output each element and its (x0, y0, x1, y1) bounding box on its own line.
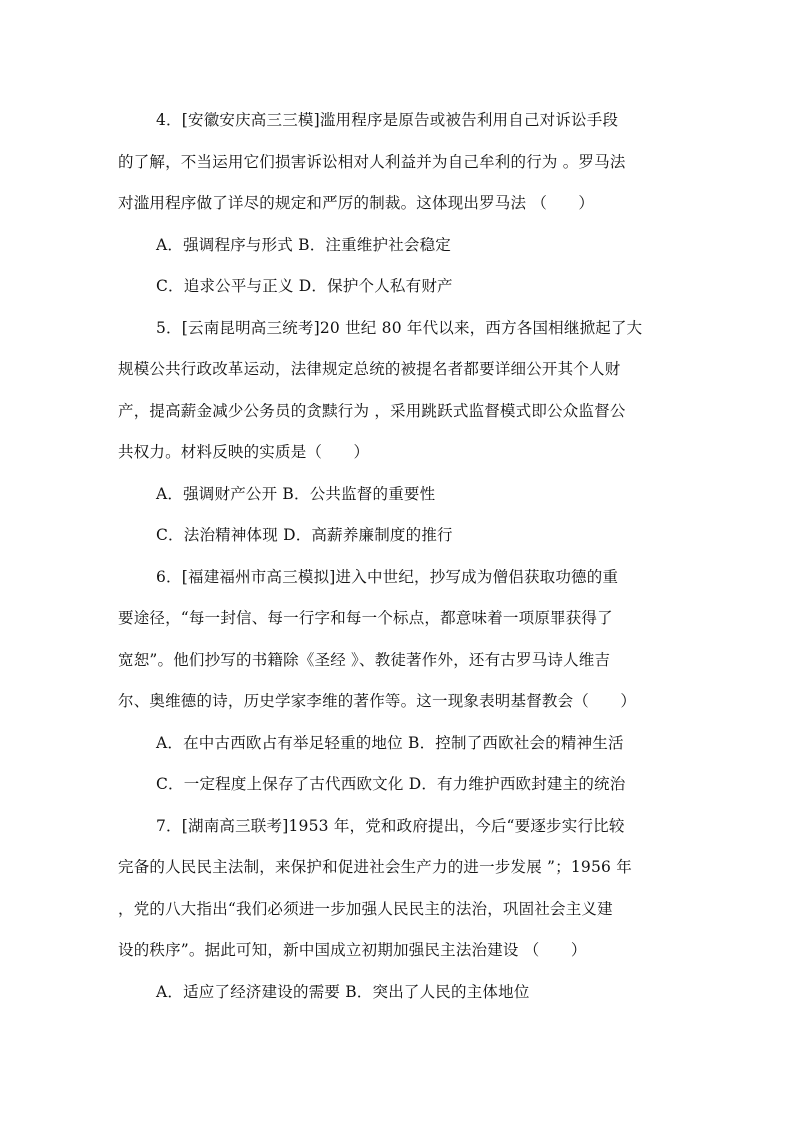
q7-stem-line-3: ，党的八大指出“我们必须进一步加强人民民主的法治，巩固社会主义建 (118, 899, 613, 918)
q6-options-cd: C．一定程度上保存了古代西欧文化 D．有力维护西欧封建主的统治 (156, 775, 626, 793)
q4-options-ab: A．强调程序与形式 B．注重维护社会稳定 (156, 235, 452, 254)
q5-stem-line-3: 产，提高薪金减少公务员的贪黩行为 ，采用跳跃式监督模式即公众监督公 (118, 401, 626, 420)
q7-stem-line-4: 设的秩序”。据此可知，新中国成立初期加强民主法治建设 （ ） (118, 941, 587, 959)
q5-options-cd: C．法治精神体现 D．高薪养廉制度的推行 (156, 526, 453, 544)
q4-stem-line-3: 对滥用程序做了详尽的规定和严厉的制裁。这体现出罗马法 （ ） (118, 194, 595, 212)
q6-stem-line-3: 宽恕”。他们抄写的书籍除《圣经 》、教徒著作外，还有古罗马诗人维吉 (118, 650, 611, 669)
q7-stem-line-2: 完备的人民民主法制，来保护和促进社会生产力的进一步发展 ”；1956 年 (118, 858, 632, 876)
q5-stem-line-2: 规模公共行政改革运动，法律规定总统的被提名者都要详细公开其个人财 (118, 360, 621, 378)
q7-options-ab: A．适应了经济建设的需要 B．突出了人民的主体地位 (156, 982, 530, 1001)
q4-options-cd: C．追求公平与正义 D．保护个人私有财产 (156, 277, 453, 295)
q6-stem-line-1: 6．[福建福州市高三模拟]进入中世纪，抄写成为僧侣获取功德的重 (156, 567, 619, 586)
q5-stem-line-4: 共权力。材料反映的实质是（ ） (118, 443, 370, 461)
q7-stem-line-1: 7．[湖南高三联考]1953 年，党和政府提出，今后“要逐步实行比较 (156, 816, 625, 835)
q6-options-ab: A．在中古西欧占有举足轻重的地位 B．控制了西欧社会的精神生活 (156, 733, 624, 752)
q5-options-ab: A．强调财产公开 B．公共监督的重要性 (156, 484, 436, 503)
q5-stem-line-1: 5．[云南昆明高三统考]20 世纪 80 年代以来，西方各国相继掀起了大 (156, 318, 643, 337)
q4-stem-line-1: 4．[安徽安庆高三三模]滥用程序是原告或被告利用自己对诉讼手段 (156, 111, 619, 129)
q6-stem-line-4: 尔、奥维德的诗，历史学家李维的著作等。这一现象表明基督教会（ ） (118, 692, 637, 710)
q6-stem-line-2: 要途径，“每一封信、每一行字和每一个标点，都意味着一项原罪获得了 (118, 609, 613, 627)
q4-stem-line-2: 的了解，不当运用它们损害诉讼相对人利益并为自己牟利的行为 。罗马法 (118, 152, 626, 171)
document-body (118, 100, 674, 1013)
